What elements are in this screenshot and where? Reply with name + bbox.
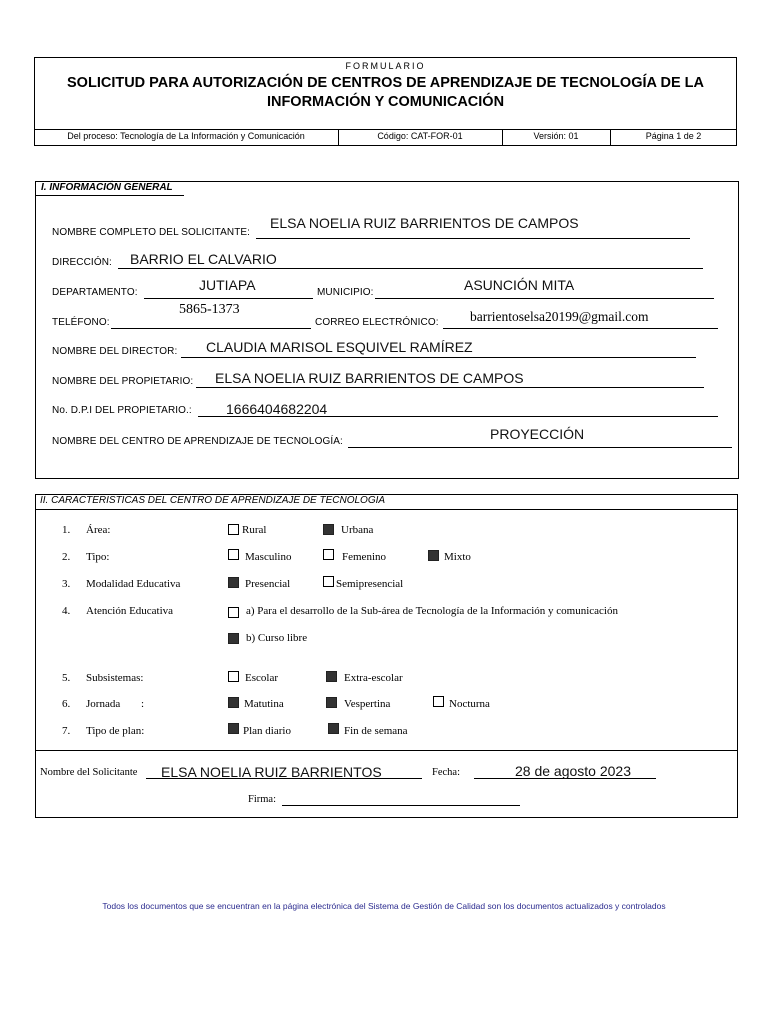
- label-director: NOMBRE DEL DIRECTOR:: [52, 346, 178, 357]
- meta-row-divider: [34, 129, 737, 130]
- value-municipio[interactable]: ASUNCIÓN MITA: [464, 277, 575, 293]
- label-nombre-solicitante: NOMBRE COMPLETO DEL SOLICITANTE:: [52, 227, 251, 238]
- line-centro: [348, 447, 732, 448]
- option-subsistema-extraescolar: Extra-escolar: [344, 672, 403, 684]
- checkbox-atencion-curso-libre[interactable]: [228, 633, 239, 644]
- line-telefono: [111, 328, 311, 329]
- value-dpi[interactable]: 1666404682204: [226, 401, 328, 417]
- checkbox-modalidad-presencial[interactable]: [228, 577, 239, 588]
- footer-note: Todos los documentos que se encuentran en la página electrónica del Sistema de Gestión de Calidad son los documentos actualizados y controlados: [102, 901, 666, 911]
- label-dpi: No. D.P.I DEL PROPIETARIO.:: [52, 405, 192, 416]
- checkbox-tipo-masculino[interactable]: [228, 549, 239, 560]
- checkbox-plan-fin-de-semana[interactable]: [328, 723, 339, 734]
- item-5-number: 5.: [62, 672, 71, 684]
- line-propietario: [196, 387, 704, 388]
- line-departamento: [144, 298, 313, 299]
- item-7-number: 7.: [62, 725, 71, 737]
- signature-divider: [35, 750, 738, 751]
- value-correo[interactable]: barrientoselsa20199@gmail.com: [470, 309, 649, 324]
- option-jornada-vespertina: Vespertina: [344, 698, 391, 710]
- checkbox-area-rural[interactable]: [228, 524, 239, 535]
- value-nombre-solicitante-firma[interactable]: ELSA NOELIA RUIZ BARRIENTOS: [161, 764, 382, 780]
- option-plan-fin-de-semana: Fin de semana: [344, 725, 408, 737]
- meta-proceso: Del proceso: Tecnología de La Información y Comunicación: [67, 131, 305, 141]
- line-municipio: [375, 298, 714, 299]
- meta-version: Versión: 01: [533, 131, 579, 141]
- label-firma: Firma:: [248, 794, 276, 805]
- item-1-number: 1.: [62, 524, 71, 536]
- checkbox-jornada-matutina[interactable]: [228, 697, 239, 708]
- line-firma[interactable]: [282, 805, 520, 806]
- item-1-label: Área:: [86, 524, 111, 536]
- form-title-line1: SOLICITUD PARA AUTORIZACIÓN DE CENTROS DE APRENDIZAJE DE TECNOLOGÍA DE LA: [67, 75, 704, 91]
- value-director[interactable]: CLAUDIA MARISOL ESQUIVEL RAMÍREZ: [206, 339, 473, 355]
- value-propietario[interactable]: ELSA NOELIA RUIZ BARRIENTOS DE CAMPOS: [215, 370, 524, 386]
- value-departamento[interactable]: JUTIAPA: [199, 277, 256, 293]
- section-caracteristicas-title: II. CARACTERISTICAS DEL CENTRO DE APRENDIZAJE DE TECNOLOGIA: [40, 495, 386, 506]
- value-direccion[interactable]: BARRIO EL CALVARIO: [130, 251, 277, 267]
- item-7-label: Tipo de plan:: [86, 725, 145, 737]
- value-centro[interactable]: PROYECCIÓN: [490, 426, 585, 442]
- option-atencion-curso-libre: b) Curso libre: [246, 632, 308, 644]
- option-tipo-femenino: Femenino: [342, 551, 386, 563]
- option-subsistema-escolar: Escolar: [245, 672, 278, 684]
- label-fecha: Fecha:: [432, 767, 460, 778]
- label-propietario: NOMBRE DEL PROPIETARIO:: [52, 376, 194, 387]
- value-telefono[interactable]: 5865-1373: [179, 302, 240, 317]
- label-departamento: DEPARTAMENTO:: [52, 287, 138, 298]
- option-area-urbana: Urbana: [341, 524, 374, 536]
- item-3-number: 3.: [62, 578, 71, 590]
- section-general-title: I. INFORMACIÓN GENERAL: [41, 182, 173, 193]
- checkbox-tipo-femenino[interactable]: [323, 549, 334, 560]
- checkbox-subsistema-extraescolar[interactable]: [326, 671, 337, 682]
- item-6-number: 6.: [62, 698, 71, 710]
- label-centro: NOMBRE DEL CENTRO DE APRENDIZAJE DE TECNOLOGÍA:: [52, 436, 343, 447]
- line-nombre-solicitante: [256, 238, 690, 239]
- form-title-line2: INFORMACIÓN Y COMUNICACIÓN: [266, 94, 505, 110]
- checkbox-subsistema-escolar[interactable]: [228, 671, 239, 682]
- checkbox-atencion-subarea[interactable]: [228, 607, 239, 618]
- item-2-label: Tipo:: [86, 551, 110, 563]
- option-atencion-subarea: a) Para el desarrollo de la Sub-área de Tecnología de la Información y comunicación: [246, 605, 618, 617]
- section-caracteristicas-box: [35, 494, 738, 818]
- option-tipo-mixto: Mixto: [444, 551, 471, 563]
- label-correo: CORREO ELECTRÓNICO:: [315, 317, 439, 328]
- section-general-title-underline: [36, 195, 184, 196]
- label-direccion: DIRECCIÓN:: [52, 257, 112, 268]
- line-correo: [443, 328, 718, 329]
- line-direccion: [118, 268, 703, 269]
- label-nombre-solicitante-firma: Nombre del Solicitante: [40, 767, 138, 778]
- item-6-label: Jornada: [86, 698, 121, 710]
- option-modalidad-semipresencial: Semipresencial: [336, 578, 404, 590]
- label-telefono: TELÉFONO:: [52, 317, 110, 328]
- option-tipo-masculino: Masculino: [245, 551, 292, 563]
- option-jornada-nocturna: Nocturna: [449, 698, 490, 710]
- item-2-number: 2.: [62, 551, 71, 563]
- item-4-number: 4.: [62, 605, 71, 617]
- line-director: [181, 357, 696, 358]
- meta-pagina: Página 1 de 2: [645, 131, 702, 141]
- item-5-label: Subsistemas:: [86, 672, 144, 684]
- label-municipio: MUNICIPIO:: [317, 287, 374, 298]
- option-plan-diario: Plan diario: [243, 725, 291, 737]
- value-nombre-solicitante[interactable]: ELSA NOELIA RUIZ BARRIENTOS DE CAMPOS: [270, 215, 579, 231]
- option-modalidad-presencial: Presencial: [245, 578, 291, 590]
- item-3-label: Modalidad Educativa: [86, 578, 181, 590]
- checkbox-area-urbana[interactable]: [323, 524, 334, 535]
- item-4-label: Atención Educativa: [86, 605, 174, 617]
- item-6-colon: :: [141, 698, 145, 710]
- option-jornada-matutina: Matutina: [244, 698, 284, 710]
- section-caracteristicas-title-underline: [35, 509, 738, 510]
- value-fecha[interactable]: 28 de agosto 2023: [515, 763, 631, 779]
- meta-codigo: Código: CAT-FOR-01: [377, 131, 463, 141]
- checkbox-modalidad-semipresencial[interactable]: [323, 576, 334, 587]
- checkbox-tipo-mixto[interactable]: [428, 550, 439, 561]
- checkbox-jornada-nocturna[interactable]: [433, 696, 444, 707]
- form-type-label: FORMULARIO: [345, 61, 426, 71]
- checkbox-jornada-vespertina[interactable]: [326, 697, 337, 708]
- checkbox-plan-diario[interactable]: [228, 723, 239, 734]
- option-area-rural: Rural: [242, 524, 267, 536]
